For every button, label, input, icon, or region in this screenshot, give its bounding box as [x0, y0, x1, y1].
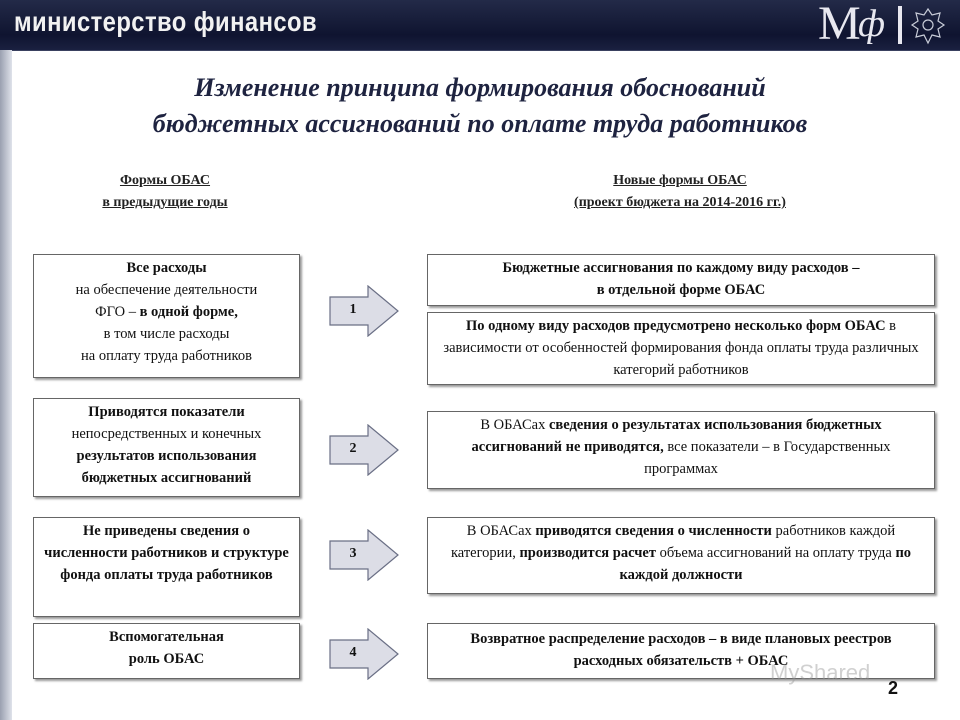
left-column-heading [40, 170, 290, 214]
row4-number: 4 [349, 645, 357, 660]
row1-left-box [33, 254, 300, 378]
row4-right-p1: Возвратное распределение расходов – в виде плановых реестров расходных обязательств + ОБАС [470, 631, 892, 669]
ministry-name: министерство финансов [14, 6, 318, 37]
header-bar [0, 0, 960, 51]
row2-right-p4: все показатели – в Государственных программах [644, 439, 891, 477]
row4-left-box [33, 623, 300, 679]
row1-right-top-line-1: Бюджетные ассигнования по каждому виду расходов – [502, 260, 860, 276]
row3-left-box [33, 517, 300, 617]
row2-right-p3: , [660, 439, 664, 455]
row2-left-p3: результатов использования бюджетных ассигнований [76, 448, 257, 486]
row2-left-p1: Приводятся показатели [88, 404, 245, 420]
row1-left-p5: в том числе расходы [103, 326, 230, 342]
title-line-1: Изменение принципа формирования обоснований [194, 73, 766, 102]
row1-right-top-box [427, 254, 935, 306]
row3-right-p1: В ОБАСах [466, 523, 532, 539]
row2-number: 2 [349, 441, 357, 456]
row4-left-p1: Вспомогательная [109, 629, 224, 645]
row1-right-bottom-p2: в зависимости от особенностей формирования фонда оплаты труда различных категорий работников [443, 318, 919, 378]
row1-right-top-line-2: в отдельной форме ОБАС [596, 282, 766, 298]
ministry-logo [818, 2, 948, 48]
row1-left-p1: Все расходы [126, 260, 207, 276]
row4-left-p2: роль ОБАС [128, 651, 205, 667]
page-number: 2 [888, 678, 899, 698]
right-heading-line-1: Новые формы ОБАС [613, 173, 747, 188]
row1-left-p6: на оплату труда работников [81, 348, 252, 364]
row1-arrow [328, 285, 400, 342]
row1-right-bottom-box [427, 312, 935, 385]
row3-left-p1: Не приведены сведения о численности работников и структуре фонда оплаты труда работников [44, 523, 289, 583]
right-heading-line-2: (проект бюджета на 2014-2016 гг.) [574, 195, 786, 210]
logo-bar [898, 6, 902, 44]
row3-right-p3: работников каждой категории, [450, 523, 896, 561]
row3-right-p2: приводятся сведения о численности [535, 523, 772, 539]
logo-letter-f: ф [858, 3, 885, 45]
watermark: MyShared [770, 660, 871, 685]
left-heading-line-2: в предыдущие годы [102, 195, 228, 210]
left-decor-strip [0, 50, 12, 720]
row1-right-bottom-p1: По одному виду расходов предусмотрено несколько форм ОБАС [465, 318, 886, 334]
right-column-heading [480, 170, 880, 214]
row3-arrow [328, 529, 400, 586]
row1-left-p2: на обеспечение деятельности [75, 282, 258, 298]
row3-number: 3 [349, 546, 357, 561]
row2-left-p2: непосредственных и конечных [71, 426, 262, 442]
left-heading-line-1: Формы ОБАС [119, 173, 211, 188]
row2-right-p1: В ОБАСах [480, 417, 546, 433]
logo-letter-m: М [818, 0, 861, 50]
row1-left-p4: в одной форме, [139, 304, 238, 320]
row2-right-p2: сведения о результатах использования бюджетных ассигнований не приводятся [471, 417, 882, 455]
row3-right-p5: объема ассигнований на оплату труда [659, 545, 892, 561]
row1-left-p3: ФГО – [95, 304, 136, 320]
row4-arrow [328, 628, 400, 685]
row1-number: 1 [349, 302, 357, 317]
row3-right-p6: по каждой должности [619, 545, 912, 583]
row2-arrow [328, 424, 400, 481]
row3-right-box [427, 517, 935, 594]
page-title [40, 70, 920, 142]
eagle-emblem-icon [910, 5, 946, 45]
row2-right-box [427, 411, 935, 489]
title-line-2: бюджетных ассигнований по оплате труда работников [152, 109, 808, 138]
row3-right-p4: производится расчет [519, 545, 656, 561]
row2-left-box [33, 398, 300, 497]
